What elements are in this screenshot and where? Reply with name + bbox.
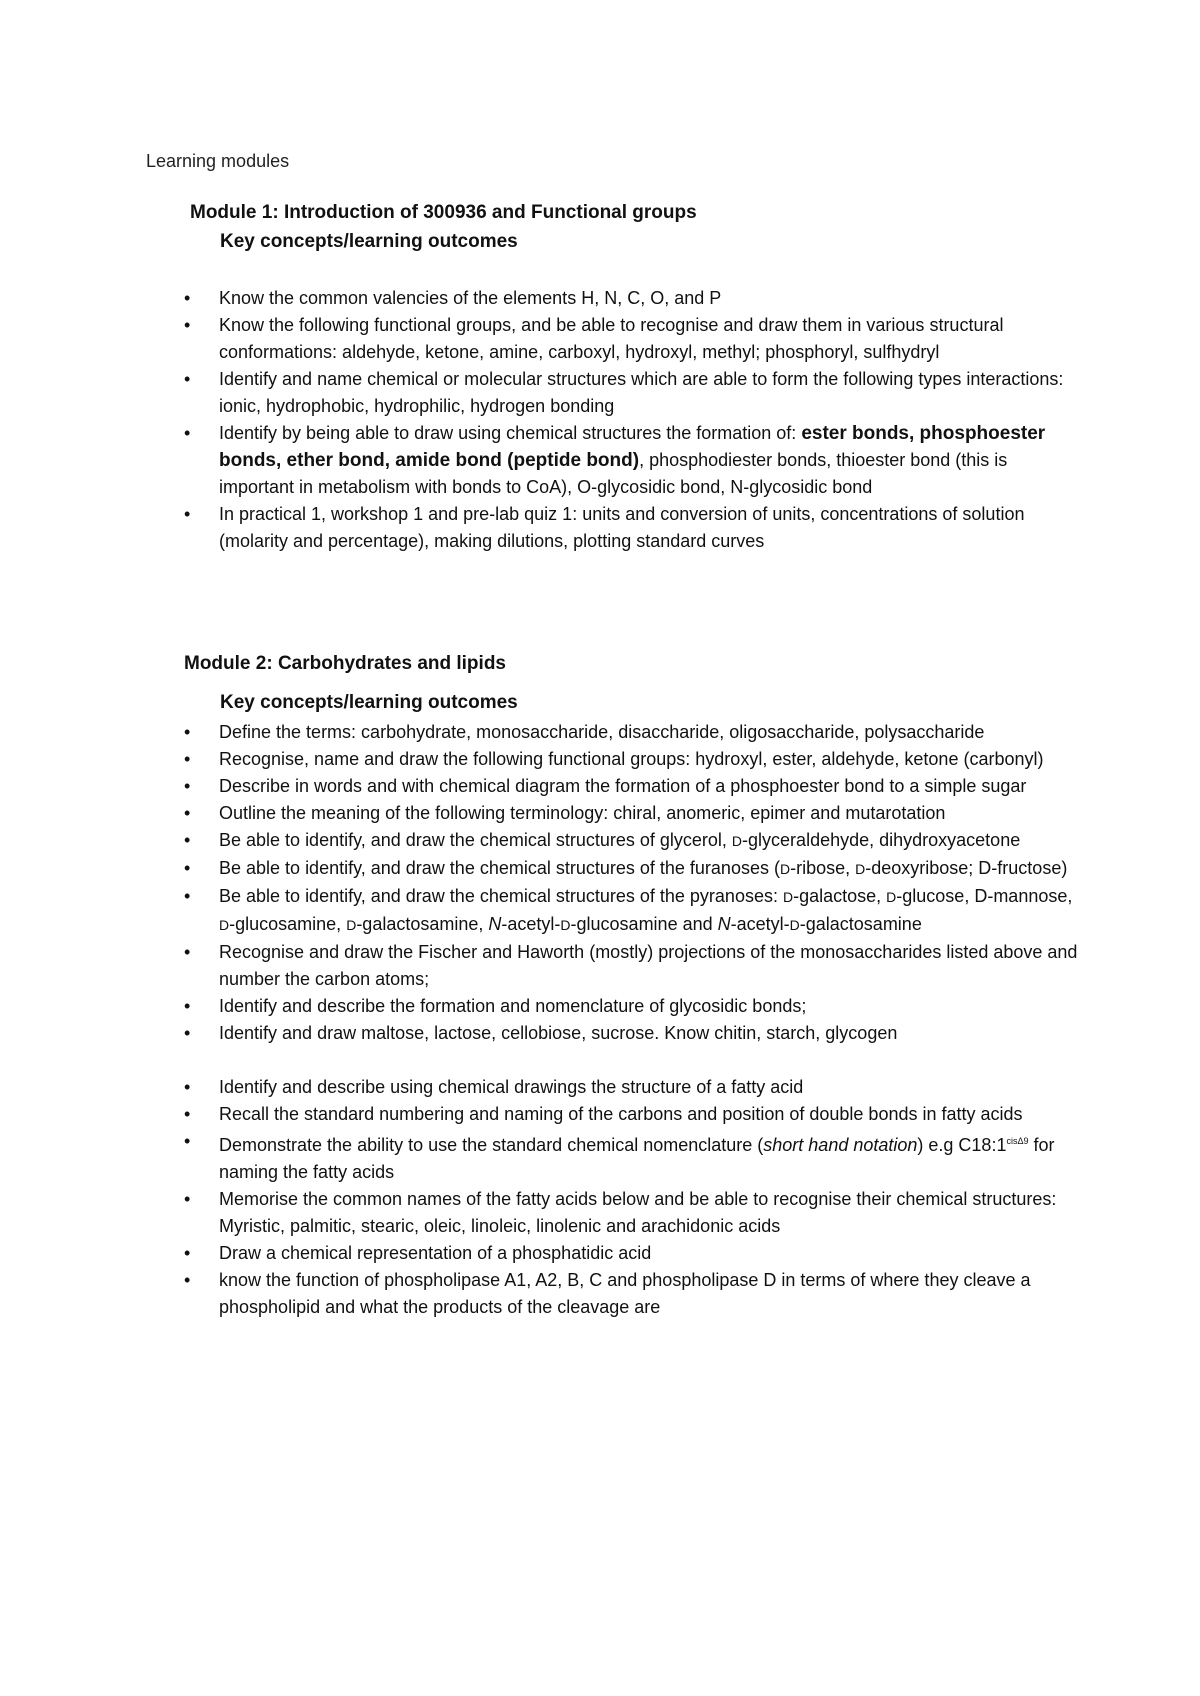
module-1-bullet-list [184, 285, 1084, 555]
list-item: • Draw a chemical representation of a phosphatidic acid [184, 1240, 1084, 1267]
d-prefix: D [779, 861, 791, 877]
d-prefix: D [219, 917, 230, 933]
module-2-title: Module 2: Carbohydrates and lipids [184, 653, 506, 674]
d-prefix: D [560, 917, 571, 933]
list-item: • Describe in words and with chemical diagram the formation of a phosphoester bond to a simple sugar [184, 773, 1084, 800]
italic-term: short hand notation [763, 1135, 918, 1155]
list-item: • Know the following functional groups, and be able to recognise and draw them in various structural conformations: aldehyde, ketone, amine, carboxyl, hydroxyl, methyl; phosphoryl, sulfhydryl [184, 312, 1084, 366]
list-item: • Recall the standard numbering and naming of the carbons and position of double bonds in fatty acids [184, 1101, 1084, 1128]
bold-bond-types: ester bonds, phosphoester bonds, ether bond, amide bond (peptide bond) [219, 423, 1046, 471]
d-prefix: D [346, 917, 357, 933]
list-item: • Define the terms: carbohydrate, monosaccharide, disaccharide, oligosaccharide, polysaccharide [184, 719, 1084, 746]
document-title: Learning modules [146, 151, 290, 171]
list-item: • In practical 1, workshop 1 and pre-lab quiz 1: units and conversion of units, concentrations of solution (molarity and percentage), making dilutions, plotting standard curves [184, 501, 1084, 555]
list-item: • Demonstrate the ability to use the standard chemical nomenclature (short hand notation) e.g $C18:1^{cis\Delta 9}$ for naming the fatty acids [184, 1128, 1084, 1186]
module-1-subtitle: Key concepts/learning outcomes [220, 231, 518, 252]
d-prefix: D [731, 833, 743, 849]
list-item: • Recognise and draw the Fischer and Haworth (mostly) projections of the monosaccharides listed above and number the carbon atoms; [184, 939, 1084, 993]
module-2-subtitle: Key concepts/learning outcomes [220, 692, 518, 713]
d-prefix: D [855, 861, 866, 877]
list-item: • Identify and draw maltose, lactose, cellobiose, sucrose. Know chitin, starch, glycogen [184, 1020, 1084, 1047]
list-item: • Outline the meaning of the following terminology: chiral, anomeric, epimer and mutarotation [184, 800, 1084, 827]
list-item: • Be able to identify, and draw the chemical structures of the furanoses (D-ribose, D-deoxyribose; D-fructose) [184, 855, 1084, 883]
module-2-bullet-list [184, 719, 1084, 1321]
n-prefix: N [717, 914, 731, 934]
list-item-text: Identify by being able to draw using chemical structures the formation of: [219, 423, 802, 443]
d-prefix: D [789, 917, 800, 933]
list-item [184, 420, 1084, 501]
superscript-notation: cisΔ9 [1006, 1136, 1029, 1146]
n-prefix: N [488, 914, 502, 934]
list-item-text: , phosphodiester bonds, thioester bond (this is important in metabolism with bonds to CoA), O-glycosidic bond, N-glycosidic bond [219, 450, 1008, 497]
list-item: • Recognise, name and draw the following functional groups: hydroxyl, ester, aldehyde, ketone (carbonyl) [184, 746, 1084, 773]
list-item: • Be able to identify, and draw the chemical structures of glycerol, D-glyceraldehyde, dihydroxyacetone [184, 827, 1084, 855]
list-item: • Identify and describe using chemical drawings the structure of a fatty acid [184, 1074, 1084, 1101]
list-item: • Be able to identify, and draw the chemical structures of the pyranoses: D-galactose, D-glucose, D-mannose, D-glucosamine, D-galactosamine, N-acetyl-D-glucosamine and N-acetyl-D-galactosamine [184, 883, 1084, 939]
module-1-title: Module 1: Introduction of 300936 and Functional groups [190, 202, 697, 223]
list-item: • Identify and describe the formation and nomenclature of glycosidic bonds; [184, 993, 1084, 1020]
list-item: • Know the common valencies of the elements H, N, C, O, and P [184, 285, 1084, 312]
list-item: • Identify and name chemical or molecular structures which are able to form the following types interactions: ionic, hydrophobic, hydrophilic, hydrogen bonding [184, 366, 1084, 420]
list-item: • know the function of phospholipase A1, A2, B, C and phospholipase D in terms of where they cleave a phospholipid and what the products of the cleavage are [184, 1267, 1084, 1321]
d-prefix: D [886, 889, 897, 905]
d-prefix: D [782, 889, 794, 905]
list-item: • Memorise the common names of the fatty acids below and be able to recognise their chemical structures: Myristic, palmitic, stearic, oleic, linoleic, linolenic and arachidonic acids [184, 1186, 1084, 1240]
